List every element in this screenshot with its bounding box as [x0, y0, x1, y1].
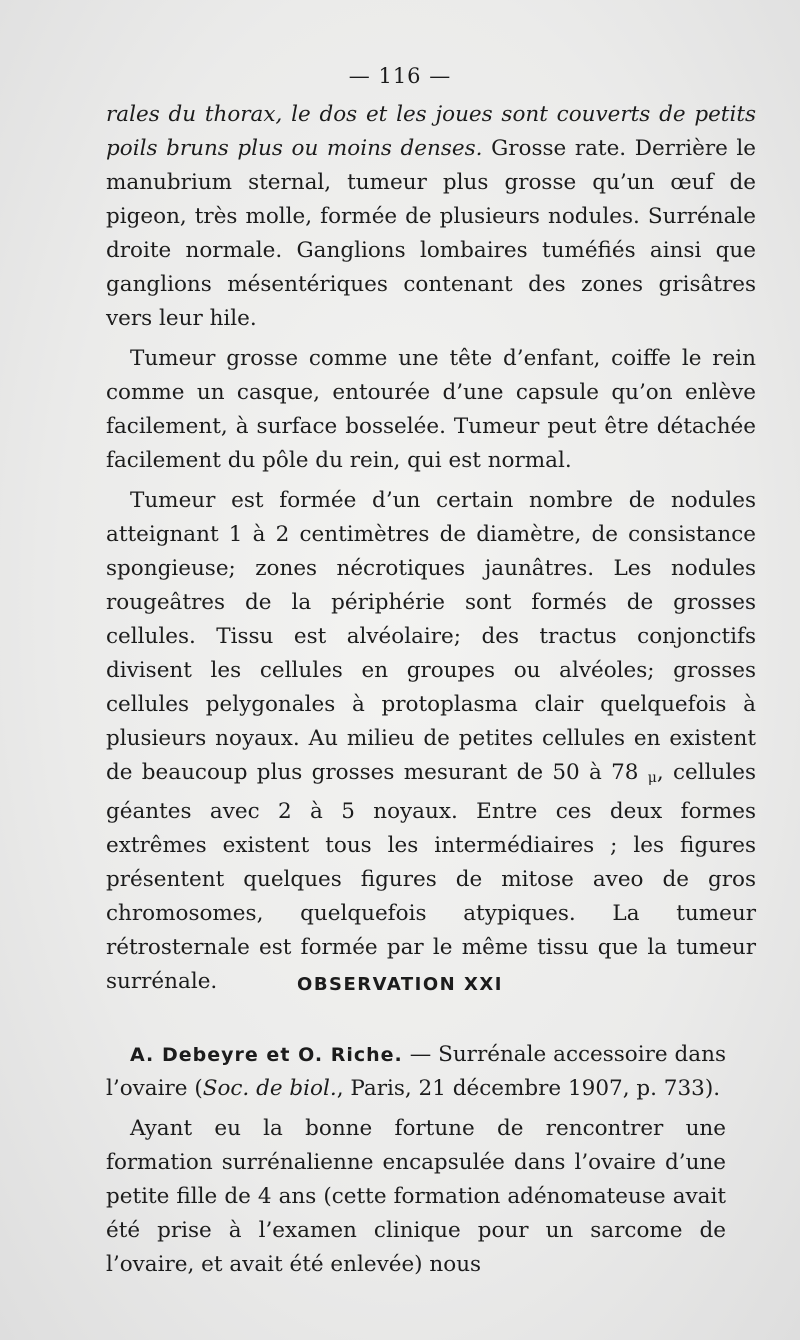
observation-authors: A. Debeyre et O. Riche. — [130, 1044, 403, 1066]
paragraph-3-part-2: , cellules géantes avec 2 à 5 noyaux. Entre ces deux formes extrêmes existent tous les intermédiaires ; les figures présentent quelques figures de mitose aveo de gros chromosomes, quelquefois atypiques. La tumeur rétrosternale est formée par le même tissu que la tumeur surrénale. — [106, 760, 756, 994]
observation-heading: OBSERVATION XXI — [297, 974, 503, 995]
paragraph-1-rest: Grosse rate. Derrière le manubrium sternal, tumeur plus grosse qu’un œuf de pigeon, très molle, formée de plusieurs nodules. Surrénale droite normale. Ganglions lombaires tuméfiés ainsi que ganglions mésentériques contenant des zones grisâtres vers leur hile. — [106, 136, 756, 331]
reference-journal: Soc. de biol. — [202, 1076, 337, 1101]
paragraph-3 — [106, 484, 756, 999]
observation-text — [106, 1038, 726, 1282]
paragraph-2: Tumeur grosse comme une tête d’enfant, coiffe le rein comme un casque, entourée d’une capsule qu’on enlève facilement, à surface bosselée. Tumeur peut être détachée facilement du pôle du rein, qui est normal. — [106, 346, 756, 473]
paragraph-1-italic: rales du thorax, le dos et les joues sont couverts de petits poils bruns plus ou moins denses. — [106, 102, 756, 161]
paragraph-1 — [106, 98, 756, 336]
reference-title: — Surrénale accessoire dans l’ovaire ( — [106, 1042, 727, 1101]
observation-body: Ayant eu la bonne fortune de rencontrer une formation surrénalienne encapsulée dans l’ovaire d’une petite fille de 4 ans (cette formation adénomateuse avait été prise à l’examen clinique pour un sarcome de l’ovaire, et avait été enlevée) nous — [106, 1116, 726, 1277]
paragraph-3-part-1: Tumeur est formée d’un certain nombre de nodules atteignant 1 à 2 centimètres de diamètre, de consistance spongieuse; zones nécrotiques jaunâtres. Les nodules rougeâtres de la périphérie sont formés de grosses cellules. Tissu est alvéolaire; des tractus conjonctifs divisent les cellules en groupes ou alvéoles; grosses cellules pelygonales à protoplasma clair quelquefois à plusieurs noyaux. Au milieu de petites cellules en existent de beaucoup plus grosses mesurant de 50 à 78 — [106, 488, 756, 785]
reference-details: , Paris, 21 décembre 1907, p. 733). — [336, 1076, 721, 1101]
micron-symbol: μ — [647, 770, 657, 786]
page-number: — 116 — — [348, 64, 452, 88]
main-text — [106, 98, 756, 999]
observation-reference — [106, 1038, 726, 1106]
